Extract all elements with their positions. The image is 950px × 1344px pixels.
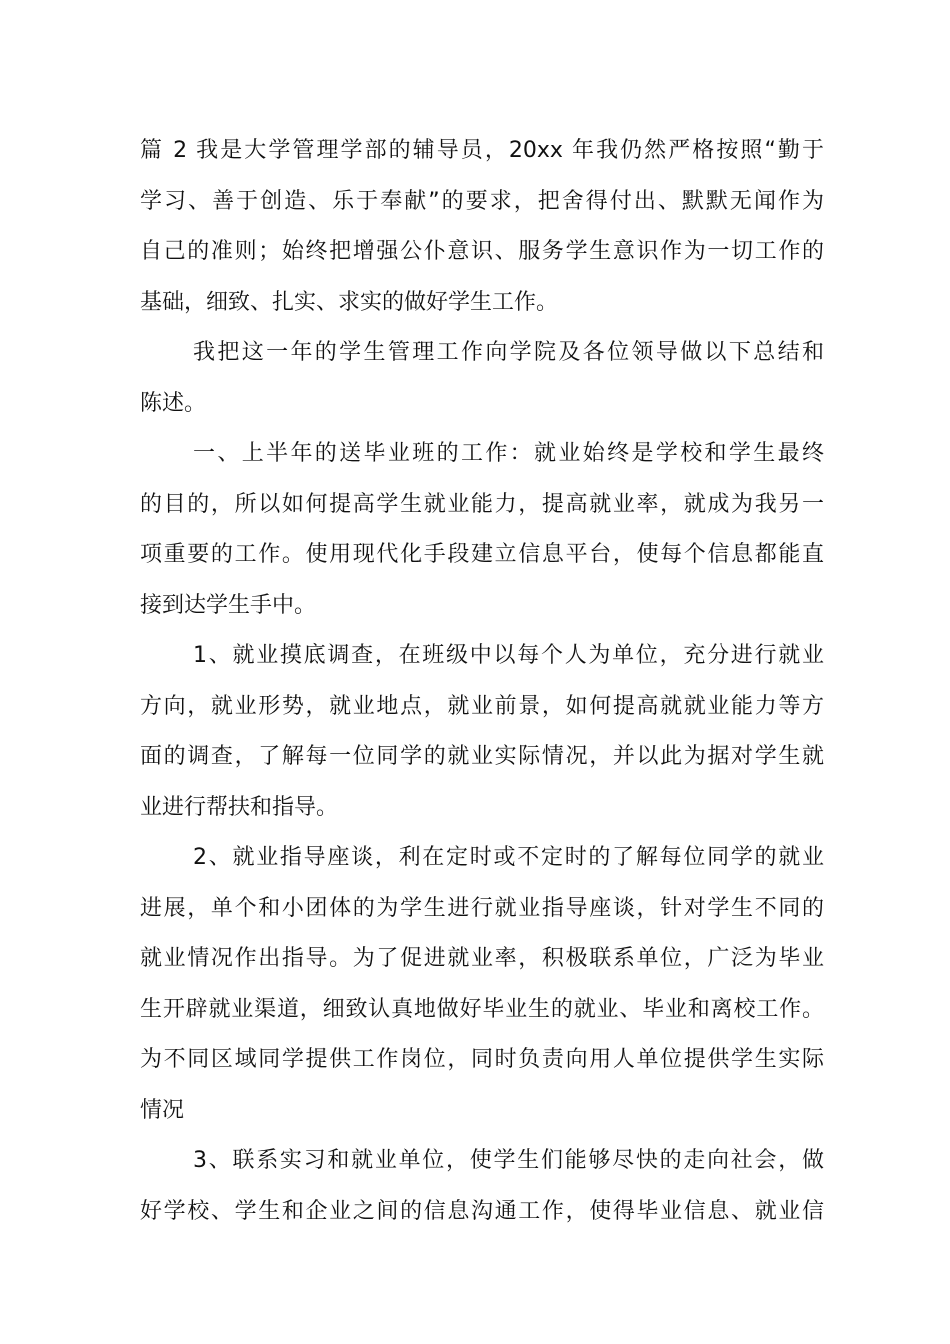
document-body	[140, 126, 824, 1237]
paragraph-item-3	[140, 1136, 824, 1237]
text-line: 陈述。	[140, 390, 207, 416]
text-line: 一、上半年的送毕业班的工作：就业始终是学校和学生最终	[193, 441, 824, 466]
paragraph-item-2	[140, 833, 824, 1136]
text-line: 自己的准则；始终把增强公仆意识、服务学生意识作为一切工作的	[140, 239, 824, 264]
text-line: 好学校、学生和企业之间的信息沟通工作，使得毕业信息、就业信	[140, 1198, 824, 1224]
text-line: 基础，细致、扎实、求实的做好学生工作。	[140, 289, 559, 315]
text-line: 的目的，所以如何提高学生就业能力，提高就业率，就成为我另一	[140, 491, 824, 517]
text-line: 2、就业指导座谈，利在定时或不定时的了解每位同学的就业	[193, 845, 824, 870]
text-line: 接到达学生手中。	[140, 592, 317, 618]
text-line: 进展，单个和小团体的为学生进行就业指导座谈，针对学生不同的	[140, 895, 824, 921]
text-line: 就业情况作出指导。为了促进就业率，积极联系单位，广泛为毕业	[140, 946, 824, 971]
text-line: 1、就业摸底调查，在班级中以每个人为单位，充分进行就业	[193, 643, 824, 668]
text-line: 篇 2 我是大学管理学部的辅导员，20xx 年我仍然严格按照“勤于	[140, 138, 824, 163]
text-line: 生开辟就业渠道，细致认真地做好毕业生的就业、毕业和离校工作。	[140, 996, 824, 1022]
paragraph-item-1	[140, 631, 824, 833]
text-line: 为不同区域同学提供工作岗位，同时负责向用人单位提供学生实际	[140, 1047, 824, 1072]
paragraph-summary	[140, 328, 824, 429]
text-line: 业进行帮扶和指导。	[140, 794, 339, 820]
text-line: 3、联系实习和就业单位，使学生们能够尽快的走向社会，做	[193, 1148, 824, 1173]
text-line: 面的调查，了解每一位同学的就业实际情况，并以此为据对学生就	[140, 744, 824, 769]
text-line: 学习、善于创造、乐于奉献”的要求，把舍得付出、默默无闻作为	[140, 188, 824, 214]
text-line: 项重要的工作。使用现代化手段建立信息平台，使每个信息都能直	[140, 542, 824, 567]
text-line: 我把这一年的学生管理工作向学院及各位领导做以下总结和	[193, 340, 824, 365]
paragraph-section-one	[140, 429, 824, 631]
text-line: 情况	[140, 1097, 185, 1123]
text-line: 方向，就业形势，就业地点，就业前景，如何提高就就业能力等方	[140, 693, 824, 719]
paragraph-intro	[140, 126, 824, 328]
